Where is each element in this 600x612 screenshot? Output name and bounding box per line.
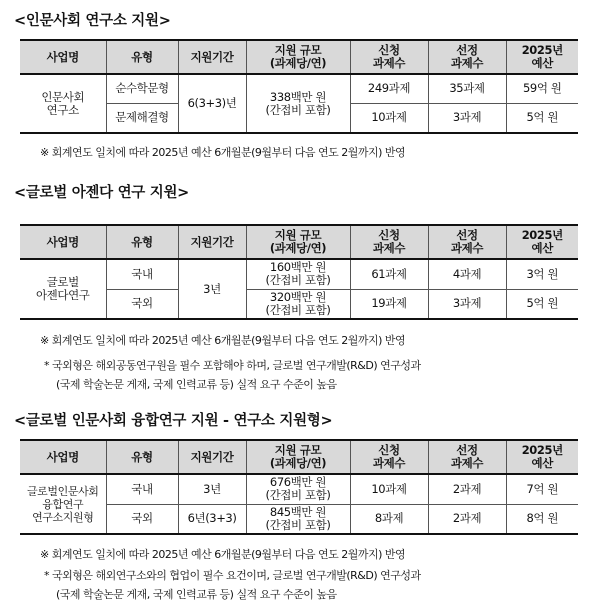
section-title: <글로벌 아젠다 연구 지원> <box>14 185 190 201</box>
applied-cell: 249과제 <box>350 74 428 103</box>
note-overseas-requirement: * 국외형은 해외공동연구원을 필수 포함해야 하며, 글로벌 연구개발(R&D) 연구성과 <box>44 359 421 372</box>
col-header-selected: 선정 과제수 <box>428 40 506 74</box>
selected-cell: 4과제 <box>428 259 506 289</box>
type-cell: 국외 <box>106 289 178 319</box>
program-name: 글로벌인문사회 융합연구 연구소지원형 <box>20 474 106 534</box>
note-budget: ※ 회계연도 일치에 따라 2025년 예산 6개월분(9월부터 다음 연도 2월까지) 반영 <box>40 146 406 159</box>
col-header-period: 지원기간 <box>178 40 246 74</box>
budget-cell: 3억 원 <box>506 259 578 289</box>
col-header-program: 사업명 <box>20 440 106 474</box>
col-header-budget: 2025년 예산 <box>506 225 578 259</box>
applied-cell: 8과제 <box>350 504 428 534</box>
applied-cell: 10과제 <box>350 474 428 504</box>
col-header-selected: 선정 과제수 <box>428 440 506 474</box>
program-name: 인문사회 연구소 <box>20 74 106 133</box>
global-agenda-table <box>20 224 578 320</box>
period-cell: 6(3+3)년 <box>178 74 246 133</box>
scale-cell: 676백만 원 (간접비 포함) <box>246 474 350 504</box>
note-overseas-requirement: * 국외형은 해외연구소와의 협업이 필수 요건이며, 글로벌 연구개발(R&D) 연구성과 <box>44 569 421 582</box>
col-header-applied: 신청 과제수 <box>350 440 428 474</box>
type-cell: 순수학문형 <box>106 74 178 103</box>
col-header-type: 유형 <box>106 440 178 474</box>
humanities-institute-table <box>20 39 578 134</box>
period-cell: 3년 <box>178 259 246 319</box>
note-budget: ※ 회계연도 일치에 따라 2025년 예산 6개월분(9월부터 다음 연도 2월까지) 반영 <box>40 548 406 561</box>
scale-cell: 160백만 원 (간접비 포함) <box>246 259 350 289</box>
applied-cell: 10과제 <box>350 103 428 133</box>
note-overseas-requirement-cont: (국제 학술논문 게재, 국제 인력교류 등) 실적 요구 수준이 높음 <box>56 588 337 601</box>
col-header-scale: 지원 규모 (과제당/연) <box>246 225 350 259</box>
global-convergence-table <box>20 439 578 535</box>
selected-cell: 3과제 <box>428 103 506 133</box>
selected-cell: 2과제 <box>428 504 506 534</box>
col-header-selected: 선정 과제수 <box>428 225 506 259</box>
section-title: <인문사회 연구소 지원> <box>14 13 171 29</box>
budget-cell: 5억 원 <box>506 103 578 133</box>
col-header-period: 지원기간 <box>178 440 246 474</box>
budget-cell: 8억 원 <box>506 504 578 534</box>
col-header-budget: 2025년 예산 <box>506 440 578 474</box>
note-overseas-requirement-cont: (국제 학술논문 게재, 국제 인력교류 등) 실적 요구 수준이 높음 <box>56 378 337 391</box>
type-cell: 국외 <box>106 504 178 534</box>
budget-cell: 59억 원 <box>506 74 578 103</box>
type-cell: 국내 <box>106 474 178 504</box>
budget-cell: 5억 원 <box>506 289 578 319</box>
col-header-applied: 신청 과제수 <box>350 40 428 74</box>
col-header-program: 사업명 <box>20 40 106 74</box>
selected-cell: 35과제 <box>428 74 506 103</box>
col-header-scale: 지원 규모 (과제당/연) <box>246 440 350 474</box>
scale-cell: 338백만 원 (간접비 포함) <box>246 74 350 133</box>
scale-cell: 320백만 원 (간접비 포함) <box>246 289 350 319</box>
applied-cell: 61과제 <box>350 259 428 289</box>
type-cell: 국내 <box>106 259 178 289</box>
col-header-applied: 신청 과제수 <box>350 225 428 259</box>
col-header-type: 유형 <box>106 40 178 74</box>
program-name: 글로벌 아젠다연구 <box>20 259 106 319</box>
col-header-type: 유형 <box>106 225 178 259</box>
period-cell: 6년(3+3) <box>178 504 246 534</box>
col-header-program: 사업명 <box>20 225 106 259</box>
selected-cell: 2과제 <box>428 474 506 504</box>
note-budget: ※ 회계연도 일치에 따라 2025년 예산 6개월분(9월부터 다음 연도 2월까지) 반영 <box>40 334 406 347</box>
section-title: <글로벌 인문사회 융합연구 지원 - 연구소 지원형> <box>14 413 333 429</box>
period-cell: 3년 <box>178 474 246 504</box>
col-header-scale: 지원 규모 (과제당/연) <box>246 40 350 74</box>
type-cell: 문제해결형 <box>106 103 178 133</box>
applied-cell: 19과제 <box>350 289 428 319</box>
selected-cell: 3과제 <box>428 289 506 319</box>
col-header-period: 지원기간 <box>178 225 246 259</box>
scale-cell: 845백만 원 (간접비 포함) <box>246 504 350 534</box>
col-header-budget: 2025년 예산 <box>506 40 578 74</box>
budget-cell: 7억 원 <box>506 474 578 504</box>
